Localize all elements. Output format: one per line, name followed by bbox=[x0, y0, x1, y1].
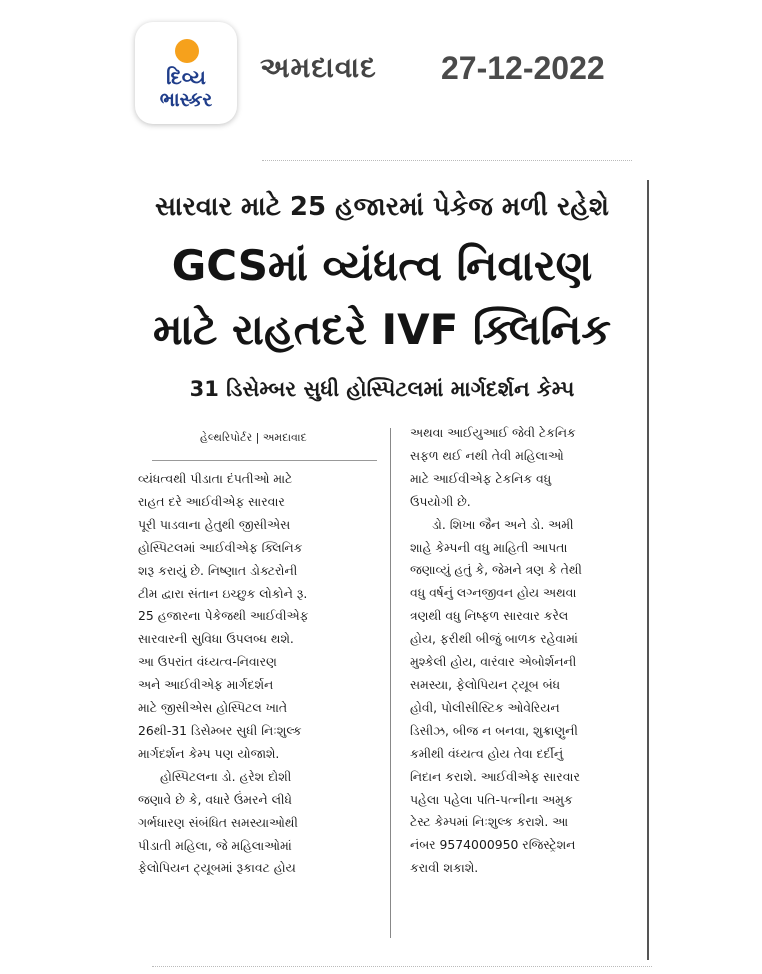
article-column-left bbox=[138, 468, 376, 880]
body-line: સમસ્યા, ફેલોપિયન ટ્યૂબ બંધ bbox=[410, 676, 561, 692]
body-line: શાહે કેમ્પની વધુ માહિતી આપતા bbox=[410, 539, 568, 555]
column-divider bbox=[390, 428, 391, 938]
body-line: ગર્ભધારણ સંબંધિત સમસ્યાઓથી bbox=[138, 814, 298, 830]
body-line: નિદાન કરાશે. આઈવીએફ સારવાર bbox=[410, 768, 580, 784]
body-line: સફળ થઈ નથી તેવી મહિલાઓ bbox=[410, 447, 564, 463]
body-line: ત્રણથી વધુ નિષ્ફળ સારવાર કરેલ bbox=[410, 608, 569, 624]
edition-city: અમદાવાદ bbox=[260, 51, 377, 84]
newspaper-logo bbox=[135, 22, 237, 124]
byline: હેલ્થરિપોર્ટર | અમદાવાદ bbox=[200, 431, 307, 444]
headline-line-2: માટે રાહતદરે IVF ક્લિનિક bbox=[152, 305, 612, 354]
body-line: ઉપયોગી છે. bbox=[410, 493, 471, 509]
body-line: શરૂ કરાયું છે. નિષ્ણાત ડોક્ટરોની bbox=[138, 562, 298, 578]
logo-text-line1: દિવ્ય bbox=[166, 65, 206, 89]
body-line: ટેસ્ટ કેમ્પમાં નિઃશુલ્ક કરાશે. આ bbox=[410, 814, 568, 830]
body-line: આ ઉપરાંત વંધ્યત્વ-નિવારણ bbox=[138, 654, 277, 670]
edition-date: 27-12-2022 bbox=[441, 50, 605, 86]
body-line: ટીમ દ્વારા સંતાન ઇચ્છુક લોકોને રૂ. bbox=[138, 585, 308, 601]
body-line: નંબર 9574000950 રજિસ્ટ્રેશન bbox=[410, 837, 576, 853]
body-line: 25 હજારના પેકેજથી આઈવીએફ bbox=[138, 608, 309, 624]
body-line: મુશ્કેલી હોય, વારંવાર એબોર્શનની bbox=[410, 654, 577, 670]
body-line: માટે જીસીએસ હોસ્પિટલ ખાતે bbox=[138, 700, 288, 716]
byline-divider bbox=[152, 460, 377, 461]
body-line: અને આઈવીએફ માર્ગદર્શન bbox=[138, 677, 274, 693]
body-line: 26થી-31 ડિસેમ્બર સુધી નિઃશુલ્ક bbox=[138, 722, 302, 738]
body-line: હોય, ફરીથી બીજું બાળક રહેવામાં bbox=[410, 631, 578, 647]
body-line: પહેલા પહેલા પતિ-પત્નીના અમુક bbox=[410, 791, 573, 807]
article-clipping bbox=[122, 160, 652, 968]
body-line: ફેલોપિયન ટ્યૂબમાં રૂકાવટ હોય bbox=[138, 860, 296, 876]
article-kicker: સારવાર માટે 25 હજારમાં પેકેજ મળી રહેશે bbox=[155, 192, 609, 222]
body-line: રાહત દરે આઈવીએફ સારવાર bbox=[138, 493, 285, 509]
clipping-edge bbox=[647, 180, 649, 960]
bottom-divider bbox=[152, 966, 652, 967]
body-line: ડો. શિખા જૈન અને ડો. અમી bbox=[432, 516, 574, 532]
body-line: અથવા આઈયુઆઈ જેવી ટેકનિક bbox=[410, 425, 576, 440]
top-divider bbox=[262, 160, 632, 161]
body-line: વધુ વર્ષનું લગ્નજીવન હોય અથવા bbox=[410, 585, 577, 601]
article-subhead: 31 ડિસેમ્બર સુધી હોસ્પિટલમાં માર્ગદર્શન કેમ્પ bbox=[189, 377, 575, 401]
body-line: હોસ્પિટલના ડો. હરેશ દોશી bbox=[160, 768, 292, 784]
body-line: જણાવે છે કે, વધારે ઉંમરને લીધે bbox=[138, 791, 292, 807]
body-line: સારવારની સુવિધા ઉપલબ્ધ થશે. bbox=[138, 631, 294, 647]
body-line: જણાવ્યું હતું કે, જેમને ત્રણ કે તેથી bbox=[410, 562, 582, 578]
body-line: હોસ્પિટલમાં આઈવીએફ ક્લિનિક bbox=[138, 539, 303, 555]
headline-line-1: GCSમાં વ્યંધત્વ નિવારણ bbox=[171, 241, 593, 290]
sun-icon bbox=[175, 39, 199, 63]
body-line: માર્ગદર્શન કેમ્પ પણ યોજાશે. bbox=[138, 745, 280, 761]
body-line: કરાવી શકાશે. bbox=[410, 860, 479, 876]
logo-text-line2: ભાસ્કર bbox=[159, 89, 213, 111]
body-line: પૂરી પાડવાના હેતુથી જીસીએસ bbox=[138, 516, 291, 532]
article-column-right bbox=[410, 422, 646, 880]
body-line: હોવી, પોલીસીસ્ટિક ઓવેરિયન bbox=[410, 699, 560, 715]
body-line: પીડાતી મહિલા, જે મહિલાઓમાં bbox=[138, 837, 292, 853]
body-line: ડિસીઝ, બીજ ન બનવા, શુક્રાણુની bbox=[410, 722, 578, 738]
body-line: કમીથી વંધ્યત્વ હોય તેવા દર્દીનું bbox=[410, 745, 564, 761]
body-line: વ્યંધત્વથી પીડાતા દંપતીઓ માટે bbox=[138, 471, 293, 486]
body-line: માટે આઈવીએફ ટેકનિક વધુ bbox=[410, 470, 552, 486]
